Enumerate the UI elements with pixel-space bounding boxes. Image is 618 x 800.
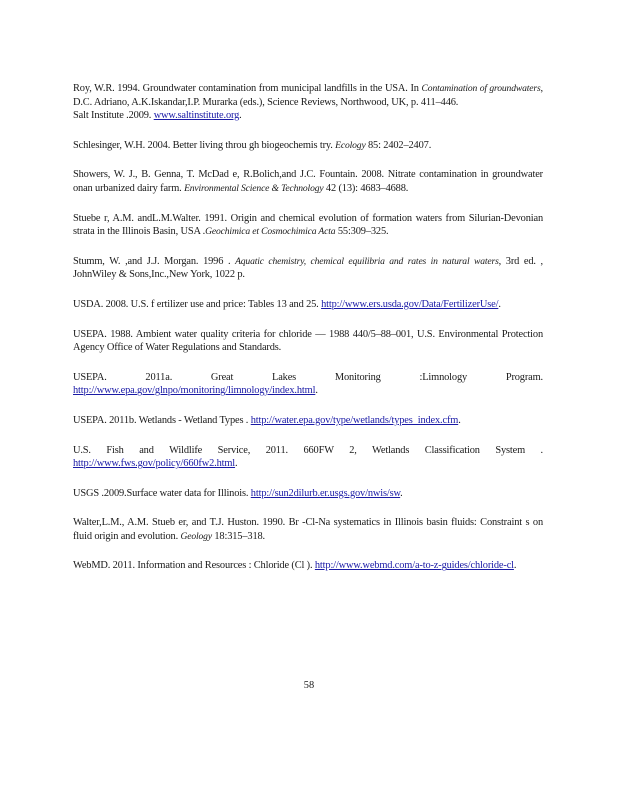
reference-end: .: [498, 298, 501, 310]
reference-text: Showers, W. J., B. Genna, T. McDad e, R.Bolich,and J.C. Fountain. 2008. Nitrate contamination in groundwater onan urbanized dairy farm.: [73, 169, 543, 194]
reference-source-title: Geochimica et Cosmochimica Acta: [205, 226, 336, 238]
reference-entry: [73, 414, 543, 428]
reference-end: .: [458, 414, 461, 426]
reference-entry: [73, 487, 543, 501]
reference-link[interactable]: http://water.epa.gov/type/wetlands/types_index.cfm: [250, 414, 459, 426]
reference-source-title: Geology: [180, 530, 212, 542]
reference-end: .: [235, 458, 238, 470]
reference-text: U.S. Fish and Wildlife Service, 2011. 660FW 2, Wetlands Classification System .: [73, 444, 543, 456]
reference-entry: [73, 516, 543, 543]
reference-text: Salt Institute .2009.: [73, 110, 154, 122]
reference-link[interactable]: http://www.fws.gov/policy/660fw2.html: [73, 458, 236, 470]
reference-entry: [73, 328, 543, 355]
reference-entry: [73, 255, 543, 282]
reference-source-title: Aquatic chemistry, chemical equilibria and rates in natural waters: [235, 255, 499, 267]
reference-text: Schlesinger, W.H. 2004. Better living throu gh biogeochemis try.: [73, 139, 336, 151]
reference-end: .: [400, 487, 403, 499]
reference-text: USEPA. 1988. Ambient water quality criteria for chloride — 1988 440/5–88–001, U.S. Environmental Protection Agency Office of Water Regulations and Standards.: [73, 328, 543, 354]
reference-list: [73, 82, 543, 589]
reference-source-title: Environmental Science & Technology: [184, 182, 324, 194]
reference-text: USEPA. 2011b. Wetlands - Wetland Types .: [73, 414, 251, 426]
page-number: 58: [303, 680, 315, 691]
reference-link[interactable]: http://www.webmd.com/a-to-z-guides/chloride-cl: [314, 560, 514, 572]
reference-link[interactable]: www.saltinstitute.org: [153, 110, 240, 122]
reference-text: Roy, W.R. 1994. Groundwater contamination from municipal landfills in the USA. In: [73, 83, 422, 94]
reference-text: USDA. 2008. U.S. f ertilizer use and price: Tables 13 and 25.: [73, 298, 322, 310]
reference-link[interactable]: http://www.ers.usda.gov/Data/FertilizerUse/: [321, 298, 499, 310]
reference-details: 18:315–318.: [211, 530, 265, 542]
reference-entry: [73, 109, 543, 123]
reference-text: Walter,L.M., A.M. Stueb er, and T.J. Huston. 1990. Br -Cl-Na systematics in Illinois basin fluids: Constraint s on fluid origin and evolution.: [73, 517, 543, 542]
reference-end: .: [513, 560, 517, 572]
reference-entry: [73, 82, 543, 109]
reference-details: , D.C. Adriano, A.K.Iskandar,I.P. Murarka (eds.), Science Reviews, Northwood, UK, p. 411–446.: [73, 83, 543, 108]
reference-entry: [73, 168, 543, 195]
reference-details: 55:309–325.: [335, 226, 389, 238]
reference-entry: [73, 298, 543, 312]
reference-details: 42 (13): 4683–4688.: [323, 182, 409, 194]
reference-details: 85: 2402–2407.: [365, 139, 432, 151]
reference-entry: [73, 444, 543, 471]
reference-entry: [73, 212, 543, 239]
reference-end: .: [239, 110, 242, 122]
reference-entry: [73, 559, 543, 573]
reference-entry: [73, 139, 543, 153]
reference-text: USGS .2009.Surface water data for Illinois.: [73, 487, 251, 499]
reference-link[interactable]: http://sun2dilurb.er.usgs.gov/nwis/sw: [250, 487, 401, 499]
reference-entry: [73, 371, 543, 398]
reference-source-title: Ecology: [335, 139, 366, 151]
reference-text: USEPA. 2011a. Great Lakes Monitoring :Limnology Program.: [73, 371, 543, 383]
reference-text: Stuebe r, A.M. andL.M.Walter. 1991. Origin and chemical evolution of formation waters from Silurian-Devonian strata in the Illinois Basin, USA .: [73, 212, 543, 238]
reference-details: , 3rd ed. , JohnWiley & Sons,Inc.,New York, 1022 p.: [73, 255, 543, 281]
reference-text: WebMD. 2011. Information and Resources : Chloride (Cl ).: [73, 560, 315, 572]
reference-source-title: Contamination of groundwaters: [421, 83, 541, 94]
reference-link[interactable]: http://www.epa.gov/glnpo/monitoring/limnology/index.html: [73, 385, 316, 397]
reference-text: Stumm, W. ,and J.J. Morgan. 1996 .: [73, 255, 236, 267]
reference-end: .: [315, 385, 318, 397]
